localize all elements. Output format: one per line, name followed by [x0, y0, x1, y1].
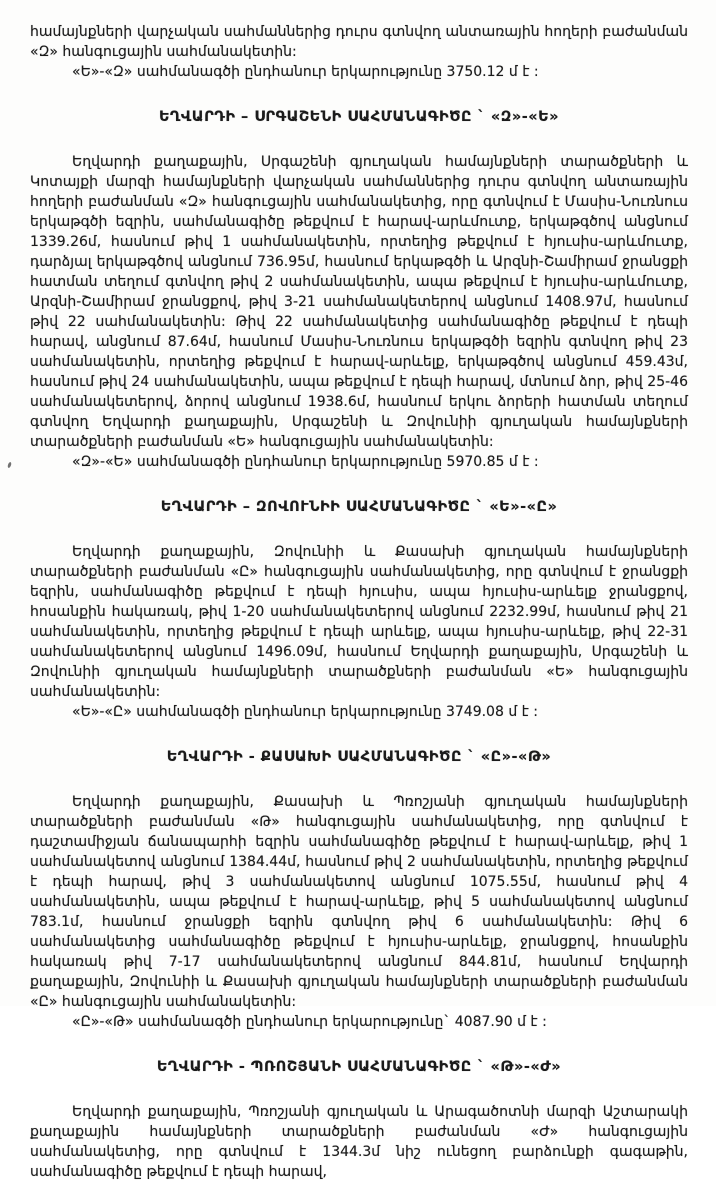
- section-body-yeghvard-proshyan: Եղվարդի քաղաքային, Պռոշյանի գյուղական և Արագածոտնի մարզի Աշտարակի քաղաքային համայնքների տարածքների բաժանման «Ժ» հանգուցային սահմանակետից, որը գտնվում է 1344.3մ նիշ ունեցող բարձունքի գագաթին, սահմանագիծը թեքվում է դեպի հարավ,: [30, 1104, 688, 1180]
- intro-paragraph-continuation: համայնքների վարչական սահմաններից դուրս գտնվող անտառային հողերի բաժանման «Զ» հանգուցային սահմանակետին:: [30, 24, 688, 60]
- scan-speck-artifact: [7, 462, 12, 469]
- section-heading-yeghvard-kasakh: ԵՂՎԱՐԴԻ - ՔԱՍԱԽԻ ՍԱՀՄԱՆԱԳԻԾԸ ` «Ը»-«Թ»: [166, 749, 552, 765]
- section-heading-yeghvard-proshyan: ԵՂՎԱՐԴԻ - ՊՌՈՇՅԱՆԻ ՍԱՀՄԱՆԱԳԻԾԸ ` «Թ»-«Ժ»: [156, 1059, 562, 1075]
- boundary-length-summary-yeghvard-srgashen: «Զ»-«Ե» սահմանագծի ընդհանուր երկարությունը 5970.85 մ է :: [72, 454, 539, 470]
- boundary-length-summary-intro: «Ե»-«Զ» սահմանագծի ընդհանուր երկարությունը 3750.12 մ է :: [72, 64, 539, 80]
- section-body-yeghvard-kasakh: Եղվարդի քաղաքային, Քասախի և Պռոշյանի գյուղական համայնքների տարածքների բաժանման «Թ» հանգուցային սահմանակետից, որը գտնվում է դաշտամիջյան ճանապարհի եզրին սահմանագիծը թեքվում է հարավ-արևելք, թիվ 1 սահմանակետով անցնում 1384.44մ, հասնում թիվ 2 սահմանակետին, որտեղից թեքվում է դեպի հարավ, թիվ 3 սահմանակետով անցնում 1075.55մ, հասնում թիվ 4 սահմանակետին, ապա թեքվում է հարավ-արևելք, թիվ 5 սահմանակետով անցնում 783.1մ, հասնում ջրանցքի եզրին գտնվող թիվ 6 սահմանակետին: Թիվ 6 սահմանակետից սահմանագիծը թեքվում է հյուսիս-արևելք, ջրանցքով, հոսանքին հակառակ թիվ 7-17 սահմանակետերով անցնում 844.81մ, հասնում Եղվարդի քաղաքային, Զովունիի և Քասախի գյուղական համայնքների տարածքների բաժանման «Ը» հանգուցային սահմանակետին:: [30, 794, 688, 1010]
- boundary-length-summary-yeghvard-zovuni: «Ե»-«Ը» սահմանագծի ընդհանուր երկարությունը 3749.08 մ է :: [72, 704, 539, 720]
- section-body-yeghvard-srgashen: Եղվարդի քաղաքային, Սրգաշենի գյուղական համայնքների տարածքների և Կոտայքի մարզի համայնքների վարչական սահմաններից դուրս գտնվող անտառային հողերի բաժանման «Զ» հանգուցային սահմանակետից, որը գտնվում է Մասիս-Նուռնուս երկաթգծի եզրին, սահմանագիծը թեքվում է հարավ-արևմուտք, երկաթգծով անցնում 1339.26մ, հասնում թիվ 1 սահմանակետին, որտեղից թեքվում է հյուսիս-արևմուտք, դարձյալ երկաթգծով անցնում 736.95մ, հասնում երկաթգծի և Արզնի-Շամիրամ ջրանցքի հատման տեղում գտնվող թիվ 2 սահմանակետին, ապա թեքվում է հյուսիս-արևմուտք, Արզնի-Շամիրամ ջրանցքով, թիվ 3-21 սահմանակետերով անցնում 1408.97մ, հասնում թիվ 22 սահմանակետին: Թիվ 22 սահմանակետից սահմանագիծը թեքվում է դեպի հարավ, անցնում 87.64մ, հասնում Մասիս-Նուռնուս երկաթգծի եզրին գտնվող թիվ 23 սահմանակետին, որտեղից թեքվում է հարավ-արևելք, երկաթգծով անցնում 459.43մ, հասնում թիվ 24 սահմանակետին, ապա թեքվում է դեպի հարավ, մտնում ձոր, թիվ 25-46 սահմանակետերով, ձորով անցնում 1938.6մ, հասնում երկու ձորերի հատման տեղում գտնվող Եղվարդի քաղաքային, Սրգաշենի և Զովունիի գյուղական համայնքների տարածքների բաժանման «Ե» հանգուցային սահմանակետին:: [30, 154, 688, 450]
- section-heading-yeghvard-srgashen: ԵՂՎԱՐԴԻ – ՍՐԳԱՇԵՆԻ ՍԱՀՄԱՆԱԳԻԾԸ ` «Զ»-«Ե»: [158, 109, 560, 125]
- section-heading-yeghvard-zovuni: ԵՂՎԱՐԴԻ – ԶՈՎՈՒՆԻԻ ՍԱՀՄԱՆԱԳԻԾԸ ` «Ե»-«Ը»: [160, 499, 558, 515]
- section-body-yeghvard-zovuni: Եղվարդի քաղաքային, Զովունիի և Քասախի գյուղական համայնքների տարածքների բաժանման «Ը» հանգուցային սահմանակետից, որը գտնվում է ջրանցքի եզրին, սահմանագիծը թեքվում է դեպի հյուսիս, ապա հյուսիս-արևելք ջրանցքով, հոսանքին հակառակ, թիվ 1-20 սահմանակետերով անցնում 2232.99մ, հասնում թիվ 21 սահմանակետին, որտեղից թեքվում է դեպի արևելք, ապա հյուսիս-արևելք, թիվ 22-31 սահմանակետերով անցնում 1496.09մ, հասնում Եղվարդի քաղաքային, Սրգաշենի և Զովունիի գյուղական համայնքների տարածքների բաժանման «Ե» հանգուցային սահմանակետին:: [30, 544, 688, 700]
- boundary-length-summary-yeghvard-kasakh: «Ը»-«Թ» սահմանագծի ընդհանուր երկարությունը` 4087.90 մ է :: [72, 1014, 547, 1030]
